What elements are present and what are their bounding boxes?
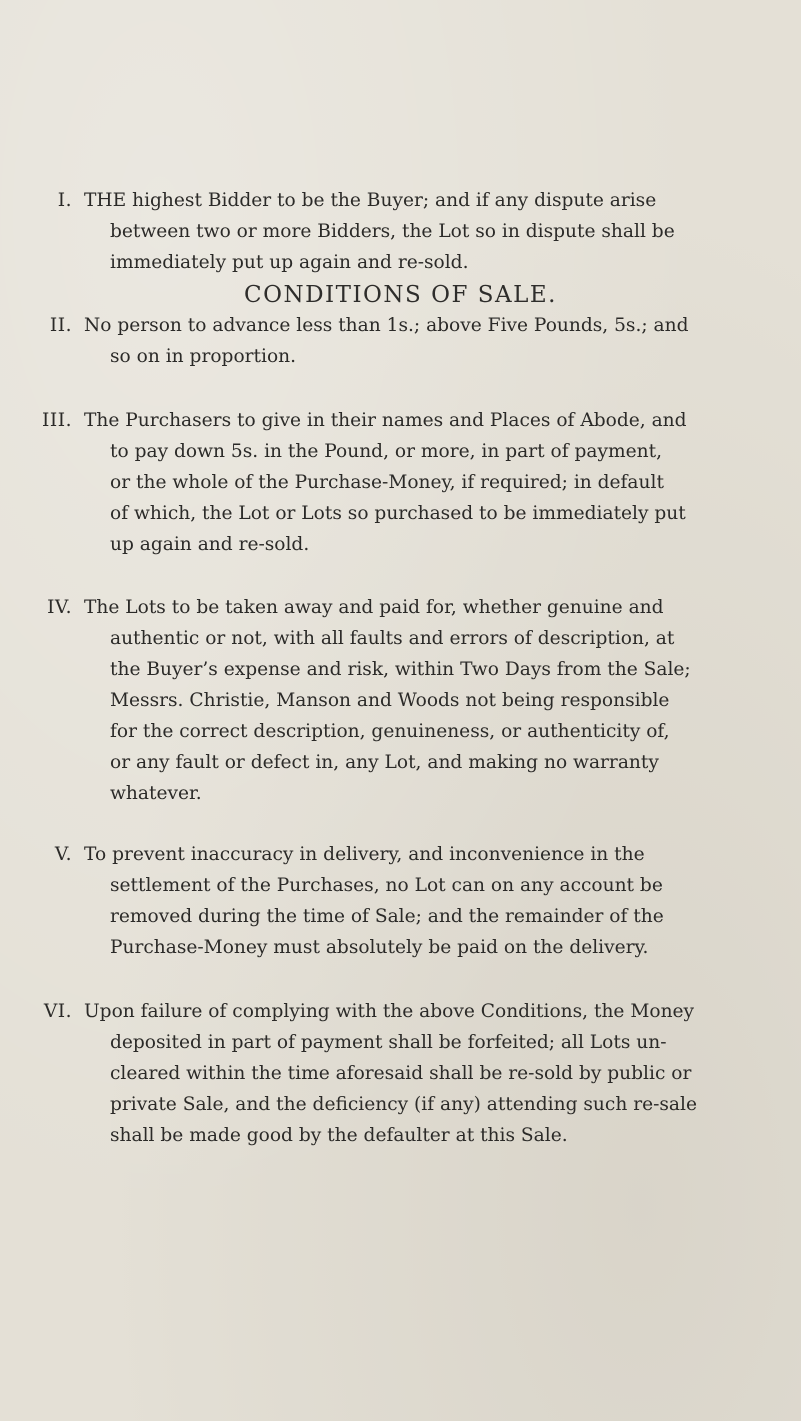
clause-line: THE highest Bidder to be the Buyer; and if any dispute arise bbox=[84, 190, 657, 211]
clause-line: so on in proportion. bbox=[110, 346, 297, 367]
clause-line: removed during the time of Sale; and the remainder of the bbox=[110, 906, 664, 927]
clause-text bbox=[84, 405, 772, 560]
clause-line: To prevent inaccuracy in delivery, and inconvenience in the bbox=[84, 844, 645, 865]
clause-line: the Buyer’s expense and risk, within Two Days from the Sale; bbox=[110, 659, 691, 680]
clause-line: deposited in part of payment shall be forfeited; all Lots un- bbox=[110, 1032, 667, 1053]
page-title: CONDITIONS OF SALE. bbox=[244, 282, 557, 308]
clause-text bbox=[84, 185, 772, 278]
clause-line: authentic or not, with all faults and errors of description, at bbox=[110, 628, 675, 649]
clause-line: Upon failure of complying with the above Conditions, the Money bbox=[84, 1001, 695, 1022]
clause-line: or the whole of the Purchase-Money, if required; in default bbox=[110, 472, 664, 493]
clause-line: Messrs. Christie, Manson and Woods not being responsible bbox=[110, 690, 670, 711]
clause-2 bbox=[32, 310, 772, 372]
clause-line: shall be made good by the defaulter at this Sale. bbox=[110, 1125, 568, 1146]
clause-text bbox=[84, 592, 772, 809]
clause-line: to pay down 5s. in the Pound, or more, in part of payment, bbox=[110, 441, 662, 462]
clause-text bbox=[84, 996, 772, 1151]
clause-numeral: VI. bbox=[43, 1001, 72, 1022]
clause-line: private Sale, and the deficiency (if any) attending such re-sale bbox=[110, 1094, 697, 1115]
clause-line: cleared within the time aforesaid shall be re-sold by public or bbox=[110, 1063, 692, 1084]
clause-3 bbox=[32, 405, 772, 560]
clause-line: immediately put up again and re-sold. bbox=[110, 252, 469, 273]
clause-line: The Purchasers to give in their names and Places of Abode, and bbox=[84, 410, 687, 431]
clause-line: whatever. bbox=[110, 783, 202, 804]
clause-line: or any fault or defect in, any Lot, and making no warranty bbox=[110, 752, 659, 773]
clause-numeral: I. bbox=[57, 190, 72, 211]
clause-numeral: V. bbox=[54, 844, 72, 865]
clause-6 bbox=[32, 996, 772, 1151]
clause-line: The Lots to be taken away and paid for, whether genuine and bbox=[84, 597, 664, 618]
clause-numeral: III. bbox=[42, 410, 72, 431]
clause-numeral: II. bbox=[49, 315, 72, 336]
clause-line: of which, the Lot or Lots so purchased to be immediately put bbox=[110, 503, 686, 524]
clause-4 bbox=[32, 592, 772, 809]
clause-text bbox=[84, 839, 772, 963]
clause-line: up again and re-sold. bbox=[110, 534, 310, 555]
clause-numeral: IV. bbox=[47, 597, 72, 618]
clause-line: Purchase-Money must absolutely be paid on the delivery. bbox=[110, 937, 649, 958]
clause-1 bbox=[32, 185, 772, 278]
clause-line: for the correct description, genuineness, or authenticity of, bbox=[110, 721, 670, 742]
clause-line: settlement of the Purchases, no Lot can on any account be bbox=[110, 875, 663, 896]
clause-line: between two or more Bidders, the Lot so in dispute shall be bbox=[110, 221, 675, 242]
clause-line: No person to advance less than 1s.; above Five Pounds, 5s.; and bbox=[84, 315, 689, 336]
clause-text bbox=[84, 310, 772, 372]
clause-5 bbox=[32, 839, 772, 963]
